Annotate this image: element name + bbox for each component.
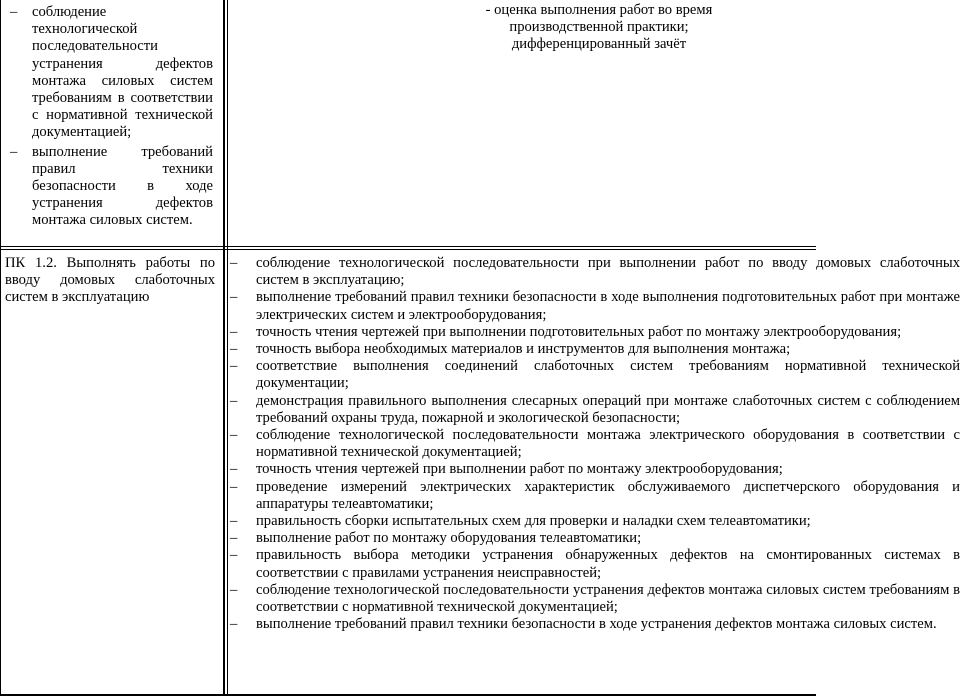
column-divider-inner [227, 0, 228, 696]
row2-competency-cell [5, 255, 215, 307]
list-item [232, 582, 960, 616]
dash-bullet: – [230, 616, 238, 633]
assessment-line: - оценка выполнения работ во время [485, 2, 713, 18]
list-item-text: соблюдение технологической последовательности устранения дефектов монтажа силовых систем требованиям в соответствии с нормативной технической документацией; [32, 4, 213, 141]
list-item-text: правильность сборки испытательных схем для проверки и наладки схем телеавтоматики; [256, 513, 811, 530]
dash-bullet: – [230, 461, 238, 478]
row2-criteria-cell [232, 255, 960, 633]
row-divider-inner [0, 249, 816, 250]
list-item-text: выполнение требований правил техники безопасности в ходе устранения дефектов монтажа силовых систем. [256, 616, 937, 633]
dash-bullet: – [230, 478, 238, 495]
list-item [232, 513, 960, 530]
row-divider [0, 246, 816, 247]
dash-bullet: – [230, 341, 238, 358]
list-item [232, 616, 960, 633]
list-item-text: соблюдение технологической последовательности устранения дефектов монтажа силовых систем требованиям в соответствии с нормативной технической документацией; [256, 581, 960, 616]
table-left-border [0, 0, 1, 696]
list-item [232, 547, 960, 581]
competency-text: ПК 1.2. Выполнять работы по вводу домовых слаботочных систем в эксплуатацию [5, 255, 215, 306]
list-item [232, 530, 960, 547]
list-item [10, 144, 213, 230]
list-item [10, 4, 213, 142]
list-item-text: выполнение работ по монтажу оборудования телеавтоматики; [256, 530, 642, 547]
list-item [232, 341, 960, 358]
list-item-text: проведение измерений электрических характеристик обслуживаемого диспетчерского оборудования и аппаратуры телеавтоматики; [256, 478, 960, 512]
list-item-text: выполнение требований правил техники безопасности в ходе устранения дефектов монтажа силовых систем. [32, 143, 213, 229]
dash-bullet: – [10, 4, 18, 20]
list-item [232, 427, 960, 461]
dash-bullet: – [230, 547, 238, 564]
row1-criteria-cell [10, 4, 213, 232]
list-item-text: демонстрация правильного выполнения слесарных операций при монтаже слаботочных систем с соблюдением требований охраны труда, пожарной и экологической безопасности; [256, 392, 960, 426]
list-item-text: соблюдение технологической последовательности монтажа электрического оборудования в соответствии с нормативной технической документацией; [256, 427, 960, 461]
dash-bullet: – [230, 392, 238, 409]
list-item [232, 358, 960, 392]
list-item-text: соответствие выполнения соединений слаботочных систем требованиям нормативной технической документации; [256, 358, 960, 392]
assessment-line: дифференцированный зачёт [511, 36, 687, 53]
list-item-text: точность чтения чертежей при выполнении подготовительных работ по монтажу электрооборудования; [256, 323, 902, 340]
list-item [232, 461, 960, 478]
dash-bullet: – [230, 581, 238, 598]
dash-bullet: – [230, 289, 238, 306]
dash-bullet: – [230, 255, 238, 271]
list-item-text: точность чтения чертежей при выполнении работ по монтажу электрооборудования; [256, 461, 783, 478]
list-item [232, 393, 960, 427]
list-item-text: точность выбора необходимых материалов и инструментов для выполнения монтажа; [256, 341, 791, 358]
list-item-text: правильность выбора методики устранения обнаруженных дефектов на смонтированных системах в соответствии с правилами устранения неисправностей; [256, 547, 960, 581]
dash-bullet: – [230, 427, 238, 444]
dash-bullet: – [230, 513, 238, 530]
list-item [232, 255, 960, 289]
list-item [232, 479, 960, 513]
list-item-text: соблюдение технологической последовательности при выполнении работ по вводу домовых слаботочных систем в эксплуатацию; [256, 255, 960, 289]
dash-bullet: – [230, 358, 238, 375]
list-item [232, 289, 960, 323]
dash-bullet: – [10, 143, 18, 160]
column-divider [223, 0, 225, 696]
dash-bullet: – [230, 530, 238, 547]
list-item-text: выполнение требований правил техники безопасности в ходе выполнения подготовительных работ при монтаже электрических систем и электрооборудования; [256, 289, 960, 323]
row1-assessment-cell [232, 2, 966, 54]
list-item [232, 324, 960, 341]
assessment-line: производственной практики; [509, 19, 689, 36]
dash-bullet: – [230, 323, 238, 340]
